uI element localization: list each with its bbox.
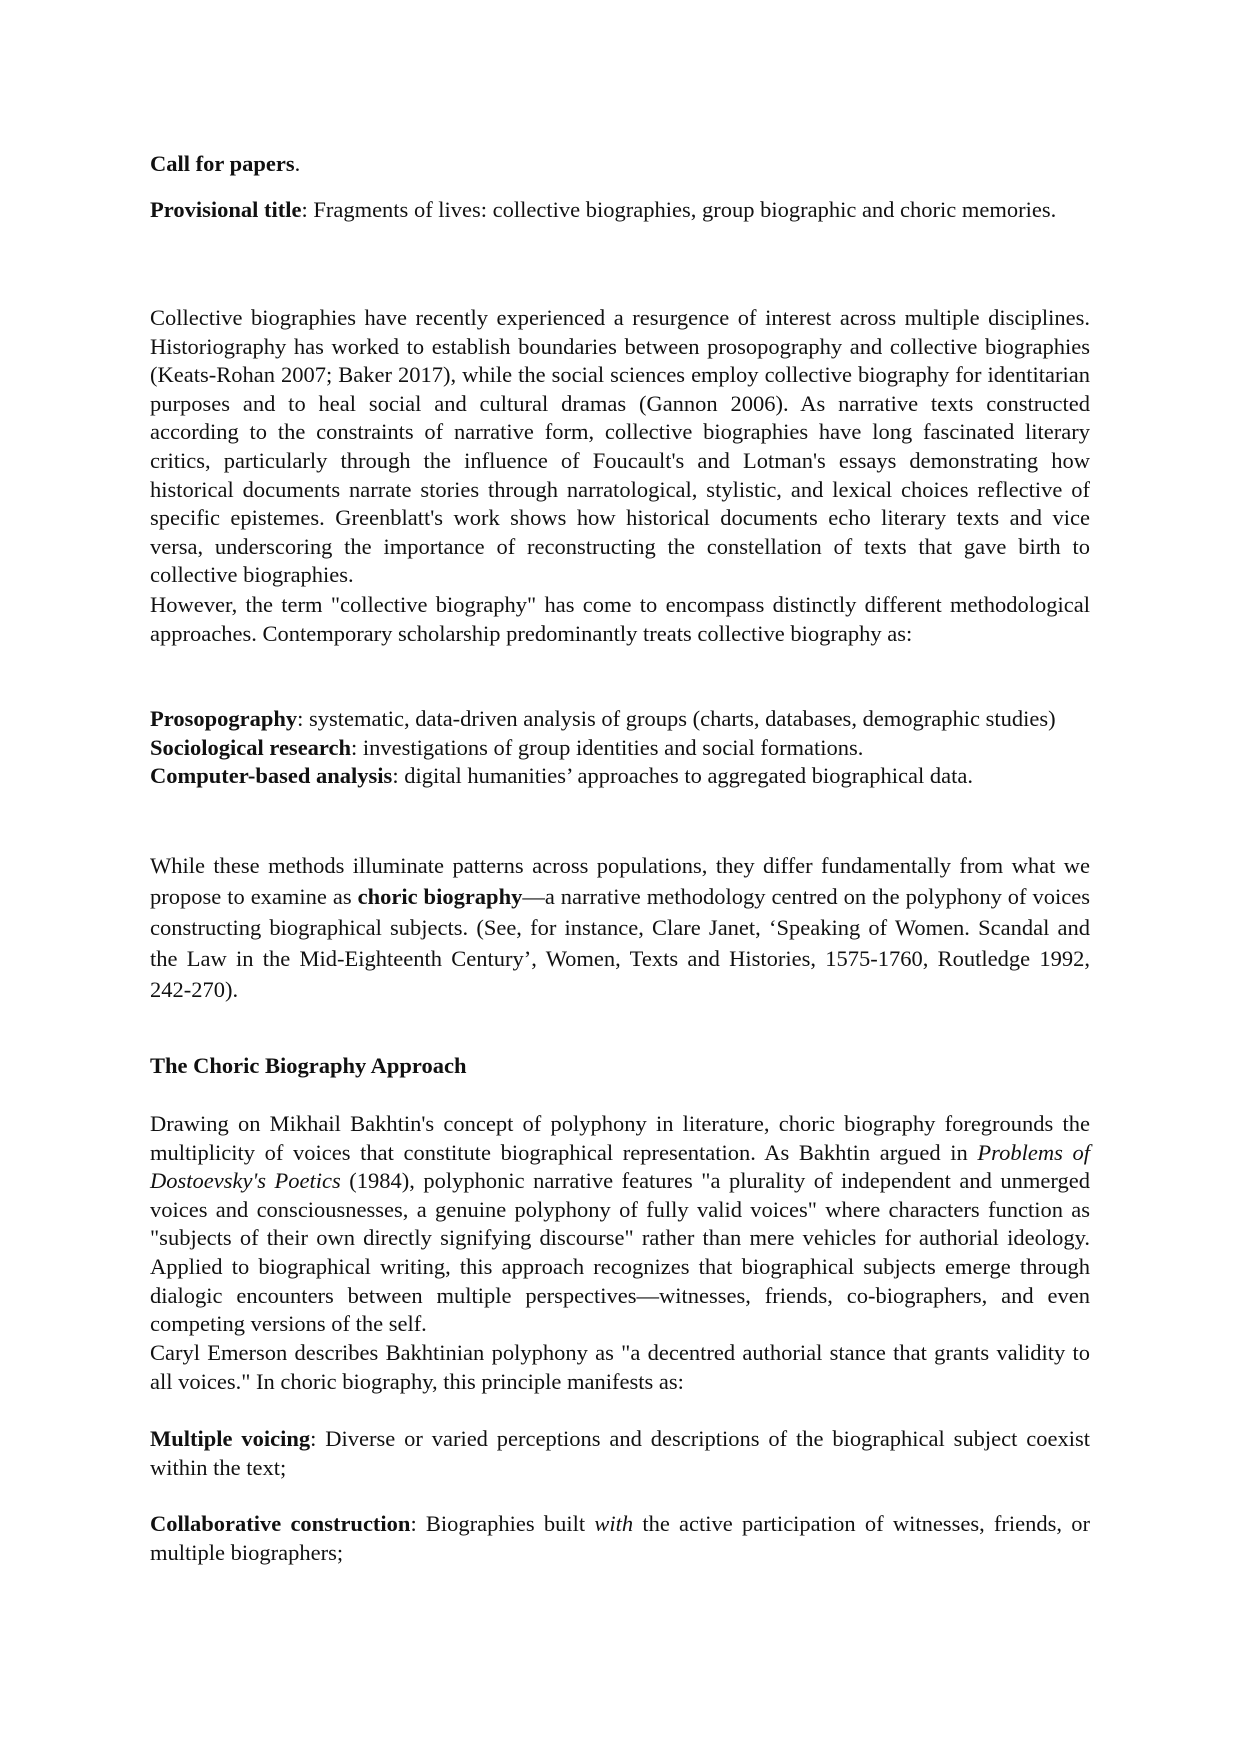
principle-term: Collaborative construction [150,1511,411,1536]
intro-paragraph-1: Collective biographies have recently experienced a resurgence of interest across multiple disciplines. Historiography has worked to establish boundaries between prosopography and collective biographies (Keats-Rohan 2007; Baker 2017), while the social sciences employ collective biography for identitarian purposes and to heal social and cultural dramas (Gannon 2006). As narrative texts constructed according to the constraints of narrative form, collective biographies have long fascinated literary critics, particularly through the influence of Foucault's and Lotman's essays demonstrating how historical documents narrate stories through narratological, stylistic, and lexical choices reflective of specific epistemes. Greenblatt's work shows how historical documents echo literary texts and vice versa, underscoring the importance of reconstructing the constellation of texts that gave birth to collective biographies. [150,305,1090,588]
principle-desc: : Diverse or varied perceptions and descriptions of the biographical subject coexist within the text; [150,1426,1090,1480]
approach-term: Computer-based analysis [150,763,393,789]
approach-item [150,762,1090,791]
approach-desc: : systematic, data-driven analysis of groups (charts, databases, demographic studies) [297,706,1056,731]
approach-desc: : investigations of group identities and social formations. [351,734,864,760]
book-title: Problems of Dostoevsky's Poetics [150,1139,1090,1194]
approach-term: Sociological research [150,734,352,760]
choric-biography-term: choric biography [357,884,523,909]
provisional-title-label: Provisional title [150,197,302,222]
principle-term: Multiple voicing [150,1426,311,1451]
provisional-title-text: : Fragments of lives: collective biographies, group biographic and choric memories. [301,197,1057,222]
bakhtin-text: Drawing on Mikhail Bakhtin's concept of polyphony in literature, choric biography foregrounds the multiplicity of voices that constitute biographical representation. As Bakhtin argued in [150,1111,1090,1165]
principle-desc: : Biographies built [410,1511,595,1536]
contrast-text: —a narrative methodology centred on the polyphony of voices constructing biographical subjects. (See, for instance, Clare Janet, ‘Speaking of Women. Scandal and the Law in the Mid-Eighteenth Century’, Women, Texts and Histories, 1575-1760, Routledge 1992, 242-270). [150,884,1090,1002]
approaches-list [150,705,1090,791]
principle-multiple-voicing [150,1425,1090,1482]
contrast-text: While these methods illuminate patterns across populations, they differ fundamentally from what we propose to examine as [150,853,1090,909]
principle-emphasis: with [594,1511,634,1536]
bakhtin-paragraph [150,1110,1090,1339]
intro-paragraph-2: However, the term "collective biography" has come to encompass distinctly different methodological approaches. Contemporary scholarship predominantly treats collective biography as: [150,592,1090,646]
call-for-papers-heading [150,150,1090,179]
section-heading-text: The Choric Biography Approach [150,1053,467,1078]
approach-desc: : digital humanities’ approaches to aggregated biographical data. [392,763,973,789]
emerson-paragraph: Caryl Emerson describes Bakhtinian polyphony as "a decentred authorial stance that grants validity to all voices." In choric biography, this principle manifests as: [150,1340,1090,1394]
section-heading [150,1052,1090,1081]
call-for-papers-title: Call for papers [150,151,295,176]
principle-collaborative-construction [150,1510,1090,1567]
bakhtin-text: (1984), polyphonic narrative features "a plurality of independent and unmerged voices and consciousnesses, a genuine polyphony of fully valid voices" where characters function as "subjects of their own directly signifying discourse" rather than mere vehicles for authorial ideology. Applied to biographical writing, this approach recognizes that biographical subjects emerge through dialogic encounters between multiple perspectives—witnesses, friends, co-biographers, and even competing versions of the self. [150,1168,1090,1337]
approach-item [150,734,1090,763]
contrast-paragraph [150,850,1090,1005]
title-punctuation: . [294,151,301,176]
approach-term: Prosopography [150,706,298,731]
provisional-title [150,196,1090,225]
principle-desc: the active participation of witnesses, friends, or multiple biographers; [150,1511,1090,1565]
approach-item [150,705,1090,734]
